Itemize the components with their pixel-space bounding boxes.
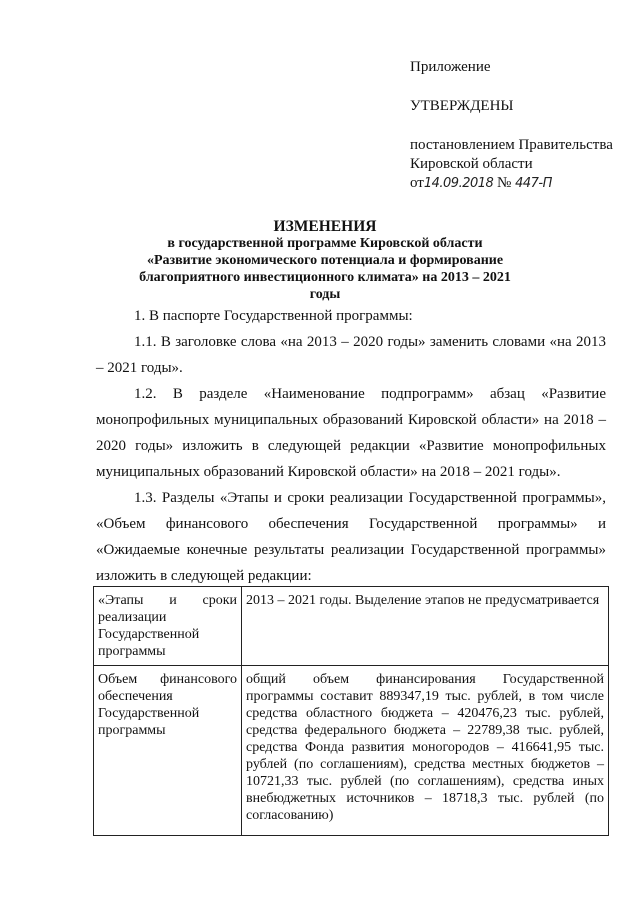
program-passport-table xyxy=(93,586,609,836)
table-value-cell: общий объем финансирования Государственной программы составит 889347,19 тыс. рублей, в том числе средства областного бюджета – 420476,23 тыс. рублей, средства федерального бюджета – 22789,38 тыс. рублей, средства Фонда развития моногородов – 416641,95 тыс. рублей (по соглашениям), средства местных бюджетов – 10721,33 тыс. рублей (по соглашениям), средства иных внебюджетных источников – 18718,3 тыс. рублей (по согласованию) xyxy=(242,666,609,836)
handwritten-date: 14.09.2018 xyxy=(423,176,494,191)
table-row xyxy=(94,666,609,836)
decree-date-line xyxy=(410,174,635,193)
table-value-cell: 2013 – 2021 годы. Выделение этапов не предусматривается xyxy=(242,587,609,666)
paragraph-1: 1. В паспорте Государственной программы: xyxy=(134,308,413,324)
approved-label: УТВЕРЖДЕНЫ xyxy=(410,98,514,114)
paragraph-1-2: 1.2. В разделе «Наименование подпрограмм» абзац «Развитие монопрофильных муниципальных образований Кировской области» на 2018 – 2020 годы» изложить в следующей редакции «Развитие монопрофильных муниципальных образований Кировской области» на 2018 – 2021 годы». xyxy=(96,386,606,480)
title-line-1: в государственной программе Кировской области xyxy=(167,236,483,251)
title-line-3: благоприятного инвестиционного климата» на 2013 – 2021 годы xyxy=(139,270,511,302)
attachment-label: Приложение xyxy=(410,59,491,75)
title-main: ИЗМЕНЕНИЯ xyxy=(273,218,377,235)
approval-header xyxy=(410,58,635,193)
decree-line-2: Кировской области xyxy=(410,156,533,172)
number-sign: № xyxy=(497,175,512,191)
table-row xyxy=(94,587,609,666)
title-line-2: «Развитие экономического потенциала и формирование xyxy=(146,253,504,268)
paragraph-1-1: 1.1. В заголовке слова «на 2013 – 2020 годы» заменить словами «на 2013 – 2021 годы». xyxy=(96,334,606,376)
document-body xyxy=(96,303,606,589)
document-title xyxy=(130,218,520,303)
decree-line-1: постановлением Правительства xyxy=(410,137,613,153)
table-label-cell: «Этапы и сроки реализации Государственной программы xyxy=(94,587,242,666)
date-prefix: от xyxy=(410,175,424,191)
table-label-cell: Объем финансового обеспечения Государственной программы xyxy=(94,666,242,836)
handwritten-number: 447-П xyxy=(515,176,552,191)
paragraph-1-3: 1.3. Разделы «Этапы и сроки реализации Государственной программы», «Объем финансового обеспечения Государственной программы» и «Ожидаемые конечные результаты реализации Государственной программы» изложить в следующей редакции: xyxy=(96,490,606,584)
